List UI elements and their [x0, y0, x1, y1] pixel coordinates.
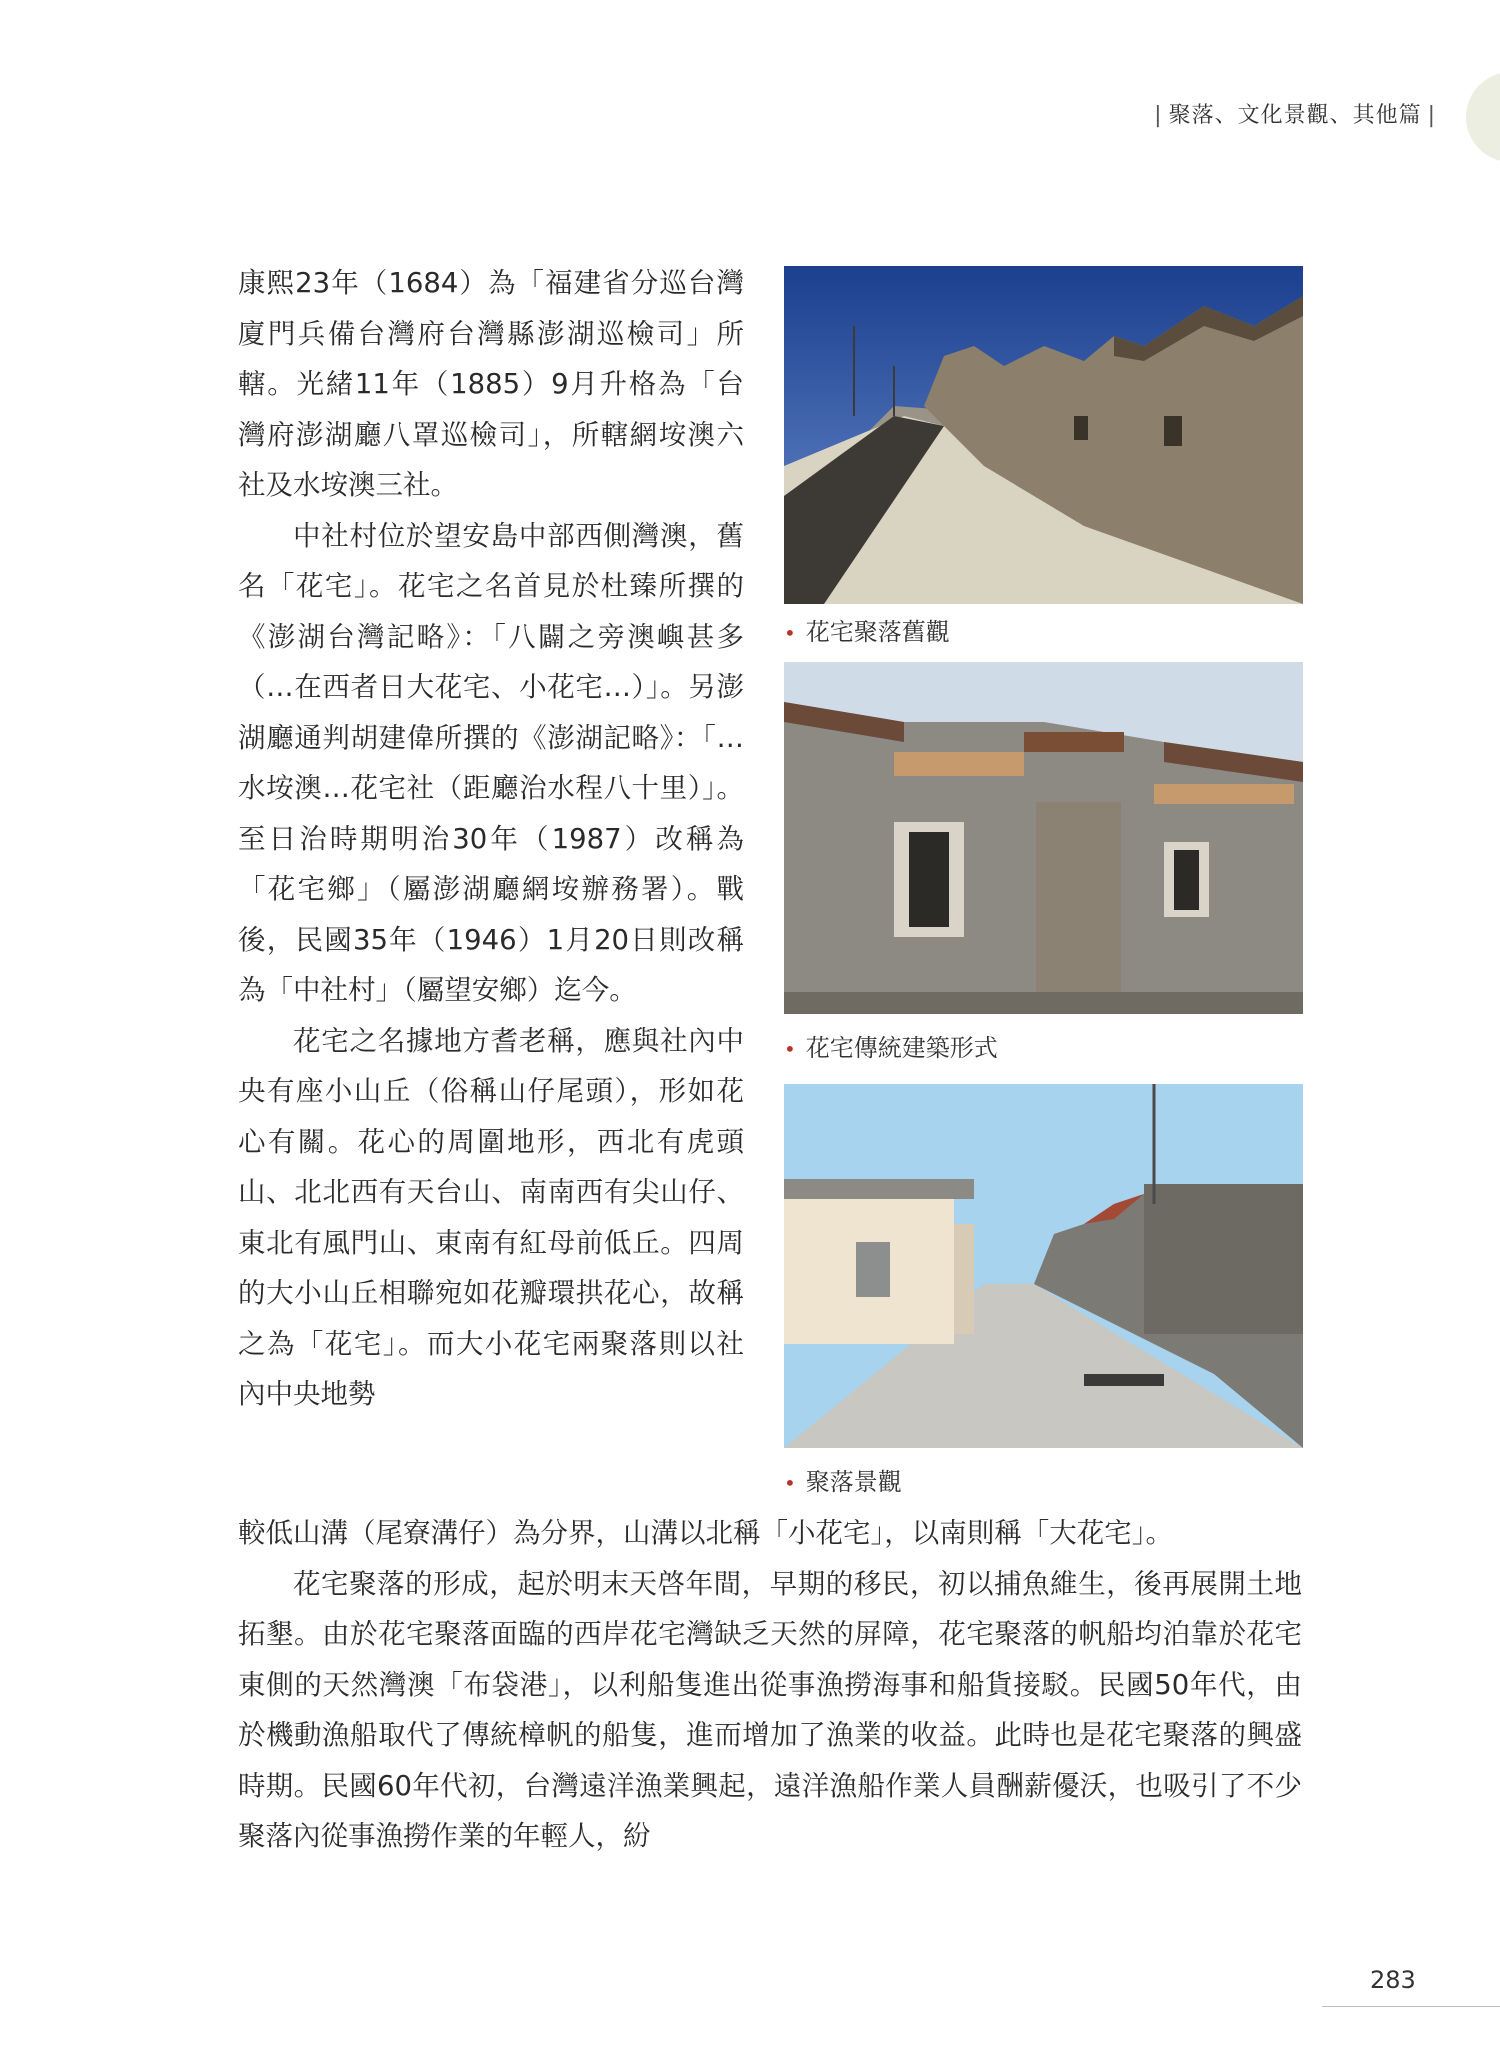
page-number-rule — [1322, 2006, 1500, 2007]
page-number: 283 — [1370, 1966, 1416, 1994]
photo-caption-1 — [784, 612, 950, 647]
photo-caption-3 — [784, 1462, 902, 1497]
caption-text: 花宅聚落舊觀 — [805, 618, 950, 646]
paragraph-1: 康熙23年（1684）為「福建省分巡台灣廈門兵備台灣府台灣縣澎湖巡檢司」所轄。光緒11年（1885）9月升格為「台灣府澎湖廳八罩巡檢司」，所轄網垵澳六社及水垵澳三社。 — [238, 267, 744, 501]
paragraph-4: 花宅聚落的形成，起於明末天啓年間，早期的移民，初以捕魚維生，後再展開土地拓墾。由於花宅聚落面臨的西岸花宅灣缺乏天然的屏障，花宅聚落的帆船均泊靠於花宅東側的天然灣澳「布袋港」，以利船隻進出從事漁撈海事和船貨接駁。民國50年代，由於機動漁船取代了傳統樟帆的船隻，進而增加了漁業的收益。此時也是花宅聚落的興盛時期。民國60年代初，台灣遠洋漁業興起，遠洋漁船作業人員酬薪優沃，也吸引了不少聚落內從事漁撈作業的年輕人，紛 — [238, 1567, 1302, 1852]
paragraph-3: 花宅之名據地方耆老稱，應與社內中央有座小山丘（俗稱山仔尾頭），形如花心有關。花心的周圍地形，西北有虎頭山、北北西有天台山、南南西有尖山仔、東北有風門山、東南有紅母前低丘。四周的大小山丘相聯宛如花瓣環拱花心，故稱之為「花宅」。而大小花宅兩聚落則以社內中央地勢 — [238, 1024, 744, 1410]
header-title: 聚落、文化景觀、其他篇 — [1168, 103, 1422, 128]
column-text — [238, 258, 744, 1420]
running-header — [1148, 98, 1442, 129]
header-bar-left: | — [1154, 103, 1163, 128]
caption-bullet: • — [784, 1037, 796, 1061]
caption-text: 花宅傳統建築形式 — [805, 1034, 998, 1062]
photo-village-street — [784, 1084, 1303, 1448]
caption-text: 聚落景觀 — [805, 1468, 902, 1496]
photo-traditional-architecture — [784, 662, 1303, 1014]
caption-bullet: • — [784, 1471, 796, 1495]
paragraph-2: 中社村位於望安島中部西側灣澳，舊名「花宅」。花宅之名首見於杜臻所撰的《澎湖台灣記略》：「八闢之旁澳嶼甚多（…在西者日大花宅、小花宅…）」。另澎湖廳通判胡建偉所撰的《澎湖記略》：「…水垵澳…花宅社（距廳治水程八十里）」。至日治時期明治30年（1987）改稱為「花宅鄉」（屬澎湖廳網垵辦務署）。戰後，民國35年（1946）1月20日則改稱為「中社村」（屬望安鄉）迄今。 — [238, 519, 744, 1006]
photo-old-village — [784, 266, 1303, 604]
header-bar-right: | — [1427, 103, 1436, 128]
caption-bullet: • — [784, 621, 796, 645]
paragraph-3-continued: 較低山溝（尾寮溝仔）為分界，山溝以北稱「小花宅」，以南則稱「大花宅」。 — [238, 1517, 1173, 1549]
photo-caption-2 — [784, 1028, 998, 1063]
full-width-text — [238, 1508, 1302, 1862]
chapter-tab-marker — [1466, 72, 1500, 162]
